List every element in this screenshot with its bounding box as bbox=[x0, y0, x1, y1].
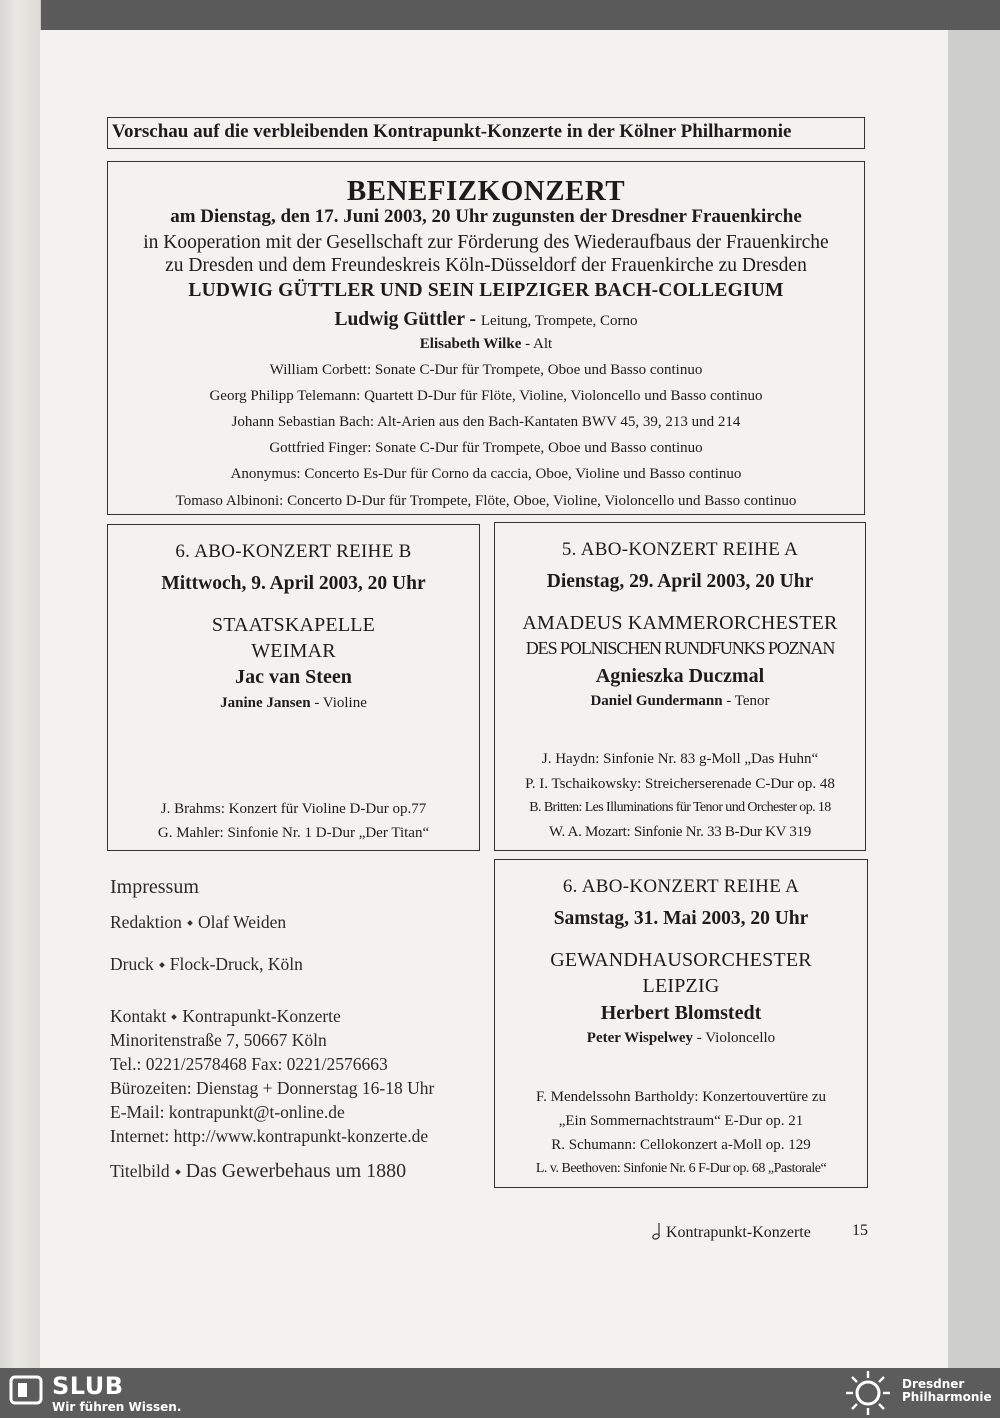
soloist bbox=[495, 1030, 867, 1047]
leader-name: Ludwig Güttler - bbox=[334, 309, 477, 330]
impressum-kontakt bbox=[110, 1006, 341, 1027]
soloist-name: Janine Jansen bbox=[220, 695, 311, 711]
page-number: 15 bbox=[852, 1222, 868, 1239]
slub-logo-icon bbox=[8, 1374, 44, 1406]
titelbild-value: Das Gewerbehaus um 1880 bbox=[185, 1160, 407, 1182]
program-item: Johann Sebastian Bach: Alt-Arien aus den Bach-Kantaten BWV 45, 39, 213 und 214 bbox=[231, 414, 741, 430]
kontakt-value: Kontrapunkt-Konzerte bbox=[182, 1006, 341, 1026]
soloist bbox=[108, 695, 479, 712]
soloist-role: - Alt bbox=[525, 336, 553, 352]
left-page-edge bbox=[0, 0, 41, 1368]
slub-name: SLUB bbox=[52, 1372, 124, 1400]
benefiz-title: BENEFIZKONZERT bbox=[346, 175, 626, 207]
program-item: William Corbett: Sonate C-Dur für Trompete, Oboe und Basso continuo bbox=[269, 362, 703, 378]
bullet-icon bbox=[159, 962, 165, 968]
dresdner-philharmonie-logo-icon bbox=[842, 1370, 894, 1416]
footer-brand: Kontrapunkt-Konzerte bbox=[666, 1224, 811, 1241]
conductor: Agnieszka Duczmal bbox=[595, 665, 765, 687]
bullet-icon bbox=[172, 1014, 178, 1020]
benefiz-date: am Dienstag, den 17. Juni 2003, 20 Uhr zugunsten der Dresdner Frauenkirche bbox=[170, 206, 802, 227]
work-item: W. A. Mozart: Sinfonie Nr. 33 B-Dur KV 319 bbox=[549, 824, 811, 840]
impressum-druck bbox=[110, 954, 303, 975]
titelbild-label: Titelbild bbox=[110, 1161, 170, 1181]
impressum-phone: Tel.: 0221/2578468 Fax: 0221/2576663 bbox=[110, 1054, 388, 1074]
abo-concert-b6-box bbox=[107, 524, 480, 851]
impressum-address: Minoritenstraße 7, 50667 Köln bbox=[110, 1030, 327, 1050]
benefiz-concert-box bbox=[107, 161, 865, 515]
partner-line-2: Philharmonie bbox=[902, 1390, 992, 1404]
soloist-name: Elisabeth Wilke bbox=[419, 336, 522, 352]
work-item: F. Mendelssohn Bartholdy: Konzertouvertüre zu bbox=[536, 1089, 826, 1105]
benefiz-cooperation-line-1: in Kooperation mit der Gesellschaft zur Förderung des Wiederaufbaus der Frauenkirche bbox=[143, 232, 829, 253]
work-item: L. v. Beethoven: Sinfonie Nr. 6 F-Dur op. 68 „Pastorale“ bbox=[535, 1161, 827, 1176]
soloist-role: - Tenor bbox=[726, 693, 770, 709]
impressum-internet: Internet: http://www.kontrapunkt-konzerte.de bbox=[110, 1126, 429, 1146]
concert-date: Samstag, 31. Mai 2003, 20 Uhr bbox=[553, 908, 809, 929]
work-item: „Ein Sommernachtstraum“ E-Dur op. 21 bbox=[558, 1113, 804, 1129]
benefiz-cooperation-line-2: zu Dresden und dem Freundeskreis Köln-Düsseldorf der Frauenkirche zu Dresden bbox=[165, 255, 807, 276]
soloist-role: - Violoncello bbox=[696, 1030, 776, 1046]
concert-heading: 5. ABO-KONZERT REIHE A bbox=[561, 539, 799, 560]
program-item: Tomaso Albinoni: Concerto D-Dur für Trompete, Flöte, Oboe, Violine, Violoncello und Basso continuo bbox=[175, 493, 797, 509]
orchestra-line-1: AMADEUS KAMMERORCHESTER bbox=[522, 612, 838, 634]
partner-name bbox=[902, 1378, 992, 1404]
work-item: R. Schumann: Cellokonzert a-Moll op. 129 bbox=[551, 1137, 811, 1153]
bottom-branding-bar bbox=[0, 1368, 1000, 1418]
music-note-icon bbox=[652, 1222, 662, 1240]
soloist-role: - Violine bbox=[314, 695, 367, 711]
soloist-name: Peter Wispelwey bbox=[586, 1030, 694, 1046]
benefiz-soloist bbox=[108, 336, 864, 353]
orchestra-line-2: DES POLNISCHEN RUNDFUNKS POZNAN bbox=[525, 638, 835, 658]
druck-label: Druck bbox=[110, 954, 154, 974]
concert-heading: 6. ABO-KONZERT REIHE A bbox=[562, 876, 800, 897]
conductor: Herbert Blomstedt bbox=[600, 1002, 762, 1024]
work-item: J. Brahms: Konzert für Violine D-Dur op.77 bbox=[160, 801, 427, 817]
concert-date: Mittwoch, 9. April 2003, 20 Uhr bbox=[161, 573, 426, 594]
orchestra-line-1: GEWANDHAUSORCHESTER bbox=[550, 949, 812, 971]
program-item: Georg Philipp Telemann: Quartett D-Dur für Flöte, Violine, Violoncello und Basso continuo bbox=[209, 388, 763, 404]
work-item: P. I. Tschaikowsky: Streicherserenade C-Dur op. 48 bbox=[525, 776, 835, 792]
orchestra-line-2: WEIMAR bbox=[251, 640, 336, 662]
impressum-email: E-Mail: kontrapunkt@t-online.de bbox=[110, 1102, 345, 1122]
work-item: J. Haydn: Sinfonie Nr. 83 g-Moll „Das Huhn“ bbox=[541, 751, 819, 767]
work-item: B. Britten: Les Illuminations für Tenor und Orchester op. 18 bbox=[529, 800, 831, 815]
bullet-icon bbox=[187, 920, 193, 926]
work-item: G. Mahler: Sinfonie Nr. 1 D-Dur „Der Titan“ bbox=[157, 825, 430, 841]
page-footer bbox=[652, 1222, 811, 1242]
druck-value: Flock-Druck, Köln bbox=[169, 954, 303, 974]
orchestra-line-2: LEIPZIG bbox=[642, 975, 720, 997]
conductor: Jac van Steen bbox=[235, 666, 352, 688]
concert-date: Dienstag, 29. April 2003, 20 Uhr bbox=[546, 571, 814, 592]
benefiz-leader bbox=[108, 309, 864, 331]
preview-header: Vorschau auf die verbleibenden Kontrapunkt-Konzerte in der Kölner Philharmonie bbox=[107, 117, 865, 149]
soloist-name: Daniel Gundermann bbox=[590, 693, 723, 709]
benefiz-ensemble: LUDWIG GÜTTLER UND SEIN LEIPZIGER BACH-COLLEGIUM bbox=[188, 280, 784, 301]
orchestra-line-1: STAATSKAPELLE bbox=[211, 614, 376, 636]
redaktion-value: Olaf Weiden bbox=[197, 912, 287, 932]
abo-concert-a6-box bbox=[494, 859, 868, 1188]
impressum-title: Impressum bbox=[110, 876, 199, 898]
partner-line-1: Dresdner bbox=[902, 1377, 965, 1391]
impressum-redaktion bbox=[110, 912, 286, 933]
impressum-titelbild bbox=[110, 1160, 406, 1183]
kontakt-label: Kontakt bbox=[110, 1006, 167, 1026]
abo-concert-a5-box bbox=[494, 522, 866, 851]
impressum-hours: Bürozeiten: Dienstag + Donnerstag 16-18 Uhr bbox=[110, 1078, 435, 1098]
bullet-icon bbox=[175, 1169, 181, 1175]
soloist bbox=[495, 693, 865, 710]
program-item: Anonymus: Concerto Es-Dur für Corno da caccia, Oboe, Violine und Basso continuo bbox=[230, 466, 742, 482]
concert-heading: 6. ABO-KONZERT REIHE B bbox=[175, 541, 412, 562]
program-item: Gottfried Finger: Sonate C-Dur für Trompete, Oboe und Basso continuo bbox=[269, 440, 703, 456]
leader-role: Leitung, Trompete, Corno bbox=[480, 313, 638, 329]
slub-tagline: Wir führen Wissen. bbox=[52, 1400, 182, 1414]
page-margin-shadow bbox=[948, 30, 1000, 1368]
redaktion-label: Redaktion bbox=[110, 912, 182, 932]
